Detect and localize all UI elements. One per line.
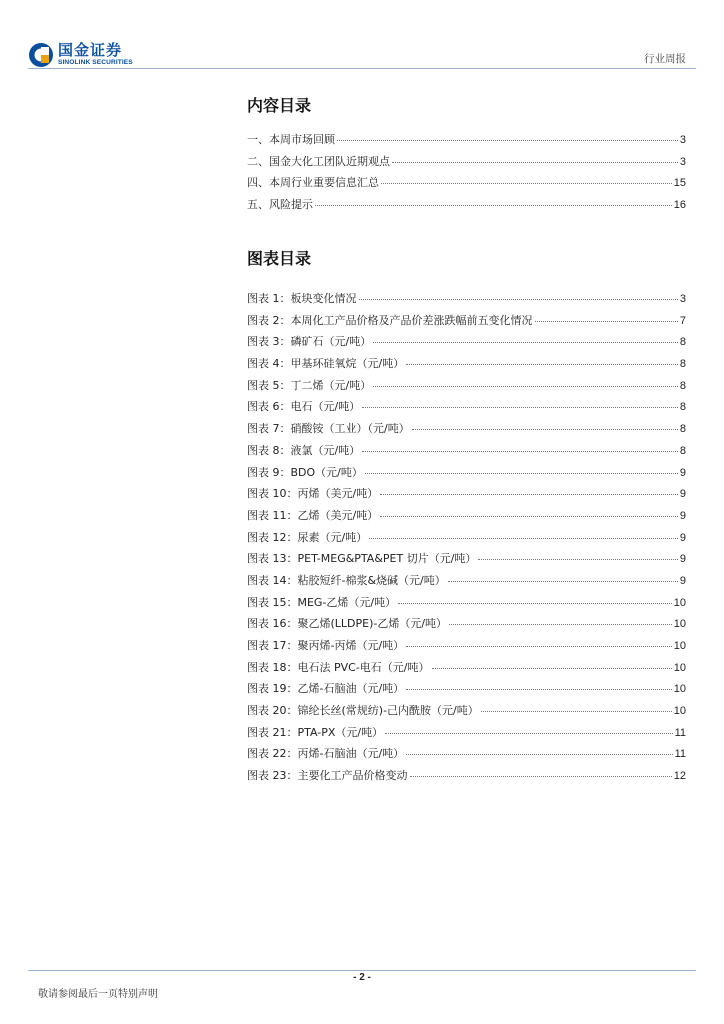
figure-entry[interactable] [247,505,686,527]
page-header [0,0,724,80]
figure-entry[interactable] [247,353,686,375]
contents-entry[interactable] [247,194,686,216]
figures-title: 图表目录 [247,249,312,268]
figure-entry[interactable] [247,331,686,353]
figure-entry[interactable] [247,527,686,549]
sinolink-logo-icon [28,42,54,68]
figure-entry-label: 图表 10：丙烯（美元/吨） [247,487,379,501]
dot-leader [362,441,678,452]
dot-leader [373,332,678,343]
dot-leader [373,376,678,387]
figure-entry-label: 图表 18：电石法 PVC-电石（元/吨） [247,660,430,674]
report-type-label: 行业周报 [644,53,686,65]
figure-entry-page: 10 [673,640,686,652]
dot-leader [449,614,672,625]
dot-leader [432,658,672,669]
figure-entry-label: 图表 16：聚乙烯(LLDPE)-乙烯（元/吨） [247,617,448,631]
figure-entry[interactable] [247,743,686,765]
figure-entry-page: 9 [679,509,686,522]
figure-entry[interactable] [247,548,686,570]
figure-entry-label: 图表 23：主要化工产品价格变动 [247,769,408,783]
page-number: - 2 - [353,972,371,983]
contents-section [247,94,686,216]
contents-entry-label: 五、风险提示 [247,198,313,212]
figure-entry-label: 图表 21：PTA-PX（元/吨） [247,725,384,739]
figure-entry-page: 3 [679,293,686,305]
figure-entry-label: 图表 5：丁二烯（元/吨） [247,378,372,392]
figure-entry[interactable] [247,700,686,722]
dot-leader [381,173,672,184]
figures-section [247,247,686,787]
dot-leader [369,528,678,539]
dot-leader [398,593,672,604]
dot-leader [481,701,672,712]
dot-leader [406,636,672,647]
figure-entry[interactable] [247,375,686,397]
figure-entry-page: 8 [679,401,686,414]
figure-entry[interactable] [247,657,686,679]
figure-entry-page: 9 [679,488,686,501]
dot-leader [385,723,672,734]
figure-entry-label: 图表 19：乙烯-石脑油（元/吨） [247,682,405,696]
contents-entry[interactable] [247,129,686,151]
figure-entry-page: 8 [679,444,686,457]
contents-title: 内容目录 [247,96,312,115]
figure-entry-label: 图表 14：粘胶短纤-棉浆&烧碱（元/吨） [247,573,446,587]
figure-entry[interactable] [247,570,686,592]
contents-entry[interactable] [247,172,686,194]
figure-entry-label: 图表 12：尿素（元/吨） [247,530,368,544]
dot-leader [412,419,678,430]
figure-entry-label: 图表 20：锦纶长丝(常规纺)-己内酰胺（元/吨） [247,704,479,718]
figure-entry-label: 图表 11：乙烯（美元/吨） [247,508,379,522]
disclaimer-text: 敬请参阅最后一页特别声明 [38,989,158,1000]
dot-leader [380,484,678,495]
figure-entry[interactable] [247,440,686,462]
contents-entry-page: 3 [679,134,686,146]
dot-leader [478,549,677,560]
figure-entry[interactable] [247,288,686,310]
dot-leader [392,152,678,163]
footer-divider [28,970,696,971]
dot-leader [406,679,672,690]
figure-entry-page: 8 [679,358,686,371]
figure-entry[interactable] [247,635,686,657]
figure-entry[interactable] [247,310,686,332]
figure-entry-page: 10 [673,705,686,718]
contents-entry-page: 15 [673,177,686,190]
figure-entry-label: 图表 15：MEG-乙烯（元/吨） [247,595,397,609]
dot-leader [448,571,678,582]
figure-entry[interactable] [247,483,686,505]
figure-entry-page: 11 [674,726,686,739]
contents-entry[interactable] [247,151,686,173]
figure-entry-label: 图表 3：磷矿石（元/吨） [247,335,372,349]
figure-entry[interactable] [247,592,686,614]
figure-entry[interactable] [247,765,686,787]
figure-entry-page: 8 [679,379,686,392]
figure-entry-label: 图表 1：板块变化情况 [247,292,357,305]
figure-entry-page: 9 [679,553,686,566]
figure-entry-label: 图表 2：本周化工产品价格及产品价差涨跌幅前五变化情况 [247,313,533,327]
figure-entry[interactable] [247,722,686,744]
figure-entry-page: 8 [679,423,686,436]
figure-entry[interactable] [247,613,686,635]
contents-entry-label: 四、本周行业重要信息汇总 [247,176,379,190]
figure-entry-label: 图表 8：液氯（元/吨） [247,443,361,457]
dot-leader [535,311,678,322]
figure-entry-page: 7 [679,314,686,327]
dot-leader [406,744,672,755]
figure-entry-page: 9 [679,531,686,544]
figure-entry-page: 9 [679,574,686,587]
figure-entry[interactable] [247,462,686,484]
logo-chinese-name: 国金证券 [58,41,123,60]
contents-entry-label: 一、本周市场回顾 [247,133,335,146]
figure-entry-label: 图表 17：聚丙烯-丙烯（元/吨） [247,639,405,652]
dot-leader [410,766,672,777]
figure-entry-page: 10 [673,618,686,631]
figure-entry-label: 图表 7：硝酸铵（工业）（元/吨） [247,422,410,436]
figure-entry[interactable] [247,396,686,418]
contents-entry-page: 3 [679,155,686,168]
logo-english-name: SINOLINK SECURITIES [58,59,133,67]
dot-leader [380,506,678,517]
figure-entry-label: 图表 6：电石（元/吨） [247,400,361,414]
figure-entry-page: 12 [673,770,686,783]
figure-entry-label: 图表 13：PET-MEG&PTA&PET 切片（元/吨） [247,552,477,566]
dot-leader [365,463,678,474]
dot-leader [359,289,678,300]
contents-list [247,129,686,216]
figure-entry-label: 图表 4：甲基环硅氧烷（元/吨） [247,357,405,371]
figure-entry-page: 9 [679,466,686,479]
figures-list [247,288,686,787]
dot-leader [406,354,678,365]
figure-entry-page: 10 [673,596,686,609]
dot-leader [362,397,678,408]
figure-entry-page: 11 [674,748,686,761]
contents-entry-label: 二、国金大化工团队近期观点 [247,154,390,168]
figure-entry-page: 10 [673,661,686,674]
dot-leader [337,130,678,141]
figure-entry[interactable] [247,678,686,700]
figure-entry-page: 10 [673,683,686,696]
header-divider [28,68,696,69]
company-logo [28,40,133,70]
figure-entry-label: 图表 9：BDO（元/吨） [247,465,363,479]
dot-leader [315,195,672,206]
figure-entry-label: 图表 22：丙烯-石脑油（元/吨） [247,747,405,761]
figure-entry-page: 8 [679,336,686,349]
figure-entry[interactable] [247,418,686,440]
contents-entry-page: 16 [673,199,686,212]
